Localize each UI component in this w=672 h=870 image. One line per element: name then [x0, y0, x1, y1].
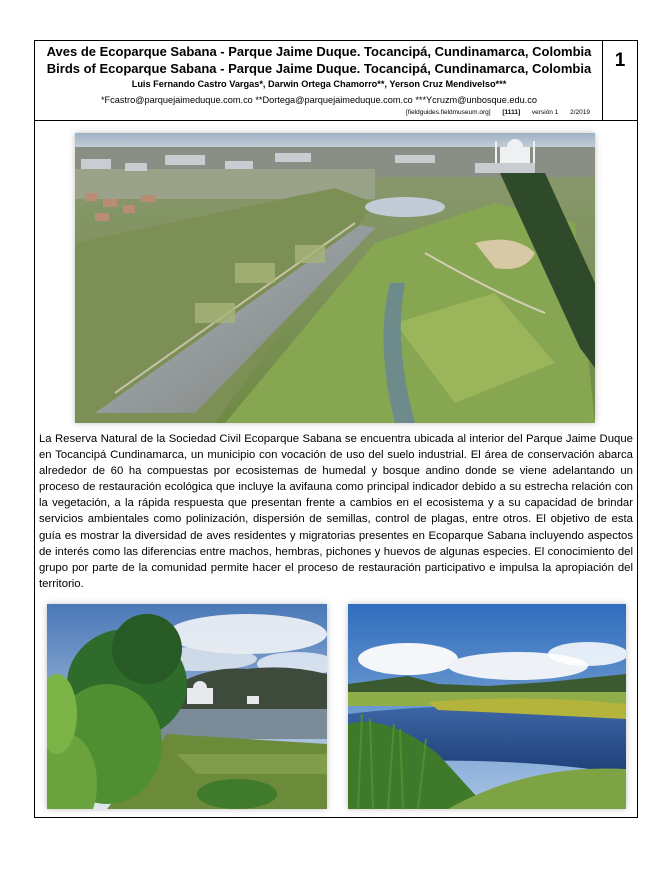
guide-description: La Reserva Natural de la Sociedad Civil Ecoparque Sabana se encuentra ubicada al interior del Parque Jaime Duque en Tocancipá Cundinamarca, un municipio con vocación de uso del suelo industrial. El área de conservación abarca alrededor de 60 ha compuestas por ecosistemas de humedal y bosque andino donde se viene adelantando un proceso de restauración ecológica que incluye la avifauna como principal indicador debido a su estrecha relación con la vegetación, a la rápida respuesta que presentan frente a cambios en el ecosistema y a su capacidad de brindar servicios ambientales como polinización, dispersión de semillas, control de plagas, entre otros. El objetivo de esta guía es mostrar la diversidad de aves residentes y migratorias presentes en Ecoparque Sabana incluyendo aspectos de interés como las diferencias entre machos, hembras, pichones y huevos de algunas especies. El conocimiento del grupo por parte de la comunidad permite hacer el proceso de restauración participativo e impulsa la apropiación del territorio. — [39, 433, 633, 590]
header — [35, 41, 637, 121]
guide-reference — [406, 108, 590, 117]
wetland-lagoon-photo — [348, 604, 626, 809]
wetland-vegetation-photo — [47, 604, 327, 809]
date: 2/2019 — [570, 109, 590, 116]
aerial-wetland-photo — [75, 133, 595, 423]
guide-page-frame — [34, 40, 638, 818]
title-english: Birds of Ecoparque Sabana - Parque Jaime Duque. Tocancipá, Cundinamarca, Colombia — [46, 61, 592, 76]
title-spanish: Aves de Ecoparque Sabana - Parque Jaime Duque. Tocancipá, Cundinamarca, Colombia — [46, 44, 592, 59]
authors: Luis Fernando Castro Vargas*, Darwin Ortega Chamorro**, Yerson Cruz Mendivelso*** — [131, 79, 507, 89]
guide-number: [1111] — [502, 109, 521, 116]
page-number: 1 — [614, 50, 626, 71]
site-url: [fieldguides.fieldmuseum.org] — [406, 109, 491, 116]
version: versión 1 — [531, 109, 559, 116]
author-emails: *Fcastro@parquejaimeduque.com.co **Dortega@parquejaimeduque.com.co ***Ycruzm@unbosque.edu.co — [100, 95, 538, 105]
header-main — [35, 41, 603, 120]
